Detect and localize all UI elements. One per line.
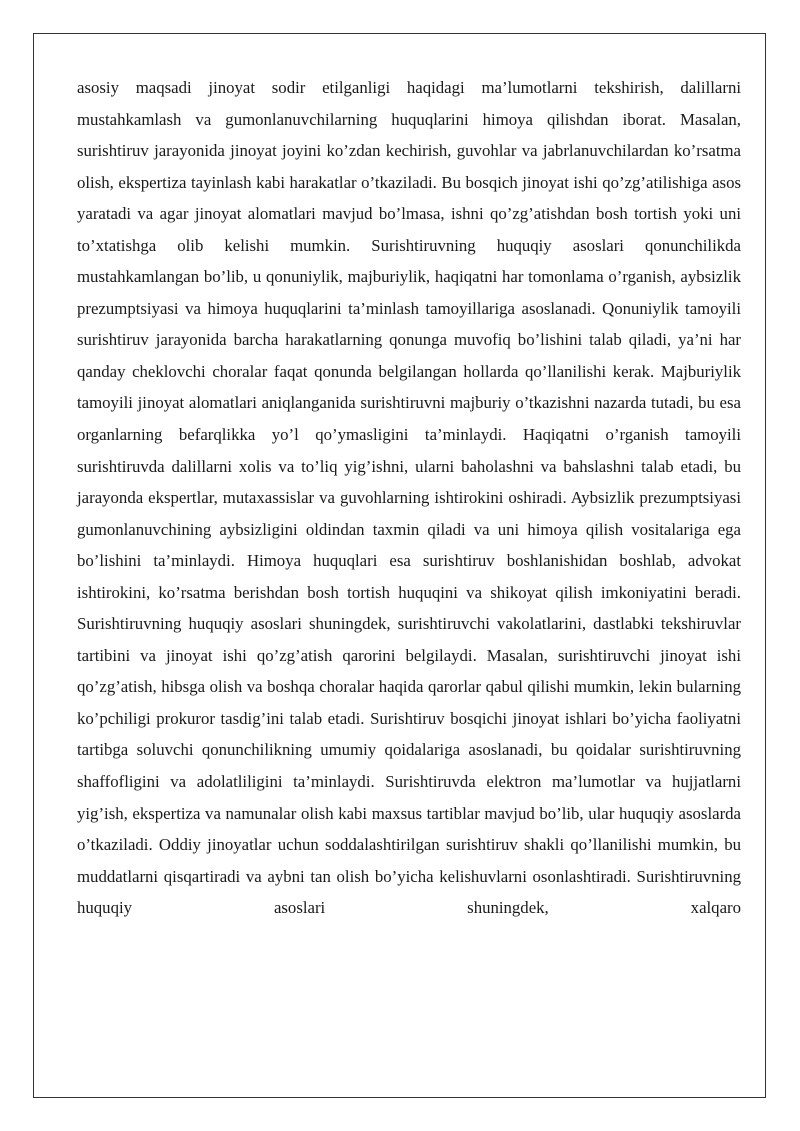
body-paragraph: asosiy maqsadi jinoyat sodir etilganligi haqidagi ma’lumotlarni tekshirish, dalillarni mustahkamlash va gumonlanuvchilarning huquqlarini himoya qilishdan iborat. Masalan, surishtiruv jarayonida jinoyat joyini ko’zdan kechirish, guvohlar va jabrlanuvchilardan ko’rsatma olish, ekspertiza tayinlash kabi harakatlar o’tkaziladi. Bu bosqich jinoyat ishi qo’zg’atilishiga asos yaratadi va agar jinoyat alomatlari mavjud bo’lmasa, ishni qo’zg’atishdan bosh tortish yoki uni to’xtatishga olib kelishi mumkin. Surishtiruvning huquqiy asoslari qonunchilikda mustahkamlangan bo’lib, u qonuniylik, majburiylik, haqiqatni har tomonlama o’rganish, aybsizlik prezumptsiyasi va himoya huquqlarini ta’minlash tamoyillariga asoslanadi. Qonuniylik tamoyili surishtiruv jarayonida barcha harakatlarning qonunga muvofiq bo’lishini talab qiladi, ya’ni har qanday cheklovchi choralar faqat qonunda belgilangan hollarda qo’llanilishi kerak. Majburiylik tamoyili jinoyat alomatlari aniqlanganida surishtiruvni majburiy o’tkazishni nazarda tutadi, bu esa organlarning befarqlikka yo’l qo’ymasligini ta’minlaydi. Haqiqatni o’rganish tamoyili surishtiruvda dalillarni xolis va to’liq yig’ishni, ularni baholashni va bahslashni talab etadi, bu jarayonda ekspertlar, mutaxassislar va guvohlarning ishtirokini oshiradi. Aybsizlik prezumptsiyasi gumonlanuvchining aybsizligini oldindan taxmin qiladi va uni himoya qilish vositalariga ega bo’lishini ta’minlaydi. Himoya huquqlari esa surishtiruv boshlanishidan boshlab, advokat ishtirokini, ko’rsatma berishdan bosh tortish huquqini va shikoyat qilish imkoniyatini beradi. Surishtiruvning huquqiy asoslari shuningdek, surishtiruvchi vakolatlarini, dastlabki tekshiruvlar tartibini va jinoyat ishi qo’zg’atish qarorini belgilaydi. Masalan, surishtiruvchi jinoyat ishi qo’zg’atish, hibsga olish va boshqa choralar haqida qarorlar qabul qilishi mumkin, lekin bularning ko’pchiligi prokuror tasdig’ini talab etadi. Surishtiruv bosqichi jinoyat ishlari bo’yicha faoliyatni tartibga soluvchi qonunchilikning umumiy qoidalariga asoslanadi, bu qoidalar surishtiruvning shaffofligini va adolatliligini ta’minlaydi. Surishtiruvda elektron ma’lumotlar va hujjatlarni yig’ish, ekspertiza va namunalar olish kabi maxsus tartiblar mavjud bo’lib, ular huquqiy asoslarda o’tkaziladi. Oddiy jinoyatlar uchun soddalashtirilgan surishtiruv shakli qo’llanilishi mumkin, bu muddatlarni qisqartiradi va aybni tan olish bo’yicha kelishuvlarni osonlashtiradi. Surishtiruvning huquqiy asoslari shuningdek, xalqaro [77, 78, 741, 918]
